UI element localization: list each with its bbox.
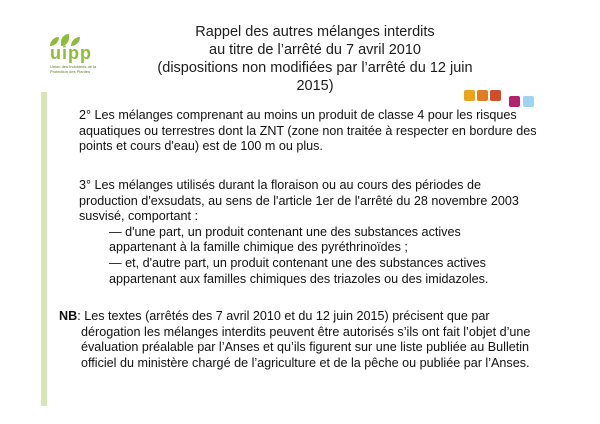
nb-label: NB: [59, 309, 78, 323]
point-2-line: aquatiques ou terrestres dont la ZNT (zone non traitée à respecter en bordure des: [79, 123, 537, 138]
slide-title: [150, 23, 480, 95]
red-square: [490, 90, 501, 101]
point-3-line: 3° Les mélanges utilisés durant la floraison ou au cours des périodes de: [79, 178, 481, 192]
uipp-logo: [50, 30, 106, 74]
point-3-subitem: — et, d'autre part, un produit contenant une des substances actives: [109, 255, 486, 270]
point-3-paragraph: [79, 178, 547, 287]
nb-line: officiel du ministère chargé de l’agriculture et de la pêche ou publiée par l’Anses.: [81, 355, 530, 370]
nb-line: : Les textes (arrêtés des 7 avril 2010 et du 12 juin 2015) précisent que par: [77, 309, 490, 323]
title-line-3: (dispositions non modifiées par l’arrêté du 12 juin 2015): [157, 60, 473, 94]
title-line-1: Rappel des autres mélanges interdits: [195, 24, 435, 40]
title-line-2: au titre de l’arrêté du 7 avril 2010: [209, 42, 421, 58]
point-3-subitem: appartenant à la famille chimique des pyréthrinoïdes ;: [109, 240, 408, 255]
point-2-paragraph: [79, 108, 547, 155]
nb-line: évaluation préalable par l’Anses et qu’ils figurent sur une liste publiée au Bulletin: [81, 340, 530, 355]
point-2-line: points et cours d'eau) est de 100 m ou plus.: [79, 139, 323, 154]
orange-square-2: [477, 90, 488, 101]
point-2-line: 2° Les mélanges comprenant au moins un produit de classe 4 pour les risques: [79, 108, 517, 122]
point-3-line: susvisé, comportant :: [79, 209, 198, 224]
nb-line: dérogation les mélanges interdits peuvent être autorisés s’ils ont fait l’objet d’une: [81, 324, 531, 339]
magenta-square: [509, 96, 520, 107]
point-3-subitem: appartenant aux familles chimiques des triazoles ou des imidazoles.: [109, 271, 489, 286]
logo-text: uipp: [50, 43, 92, 63]
light-blue-square: [523, 96, 534, 107]
logo-subtitle: Union des Industries de la Protection des Plantes: [50, 64, 97, 74]
nb-note: [59, 309, 549, 371]
decorative-side-bar: [41, 92, 47, 406]
point-3-line: production d'exsudats, au sens de l'article 1er de l'arrêté du 28 novembre 2003: [79, 193, 519, 208]
point-3-subitem: — d'une part, un produit contenant une des substances actives: [109, 224, 461, 239]
orange-square-1: [464, 90, 475, 101]
